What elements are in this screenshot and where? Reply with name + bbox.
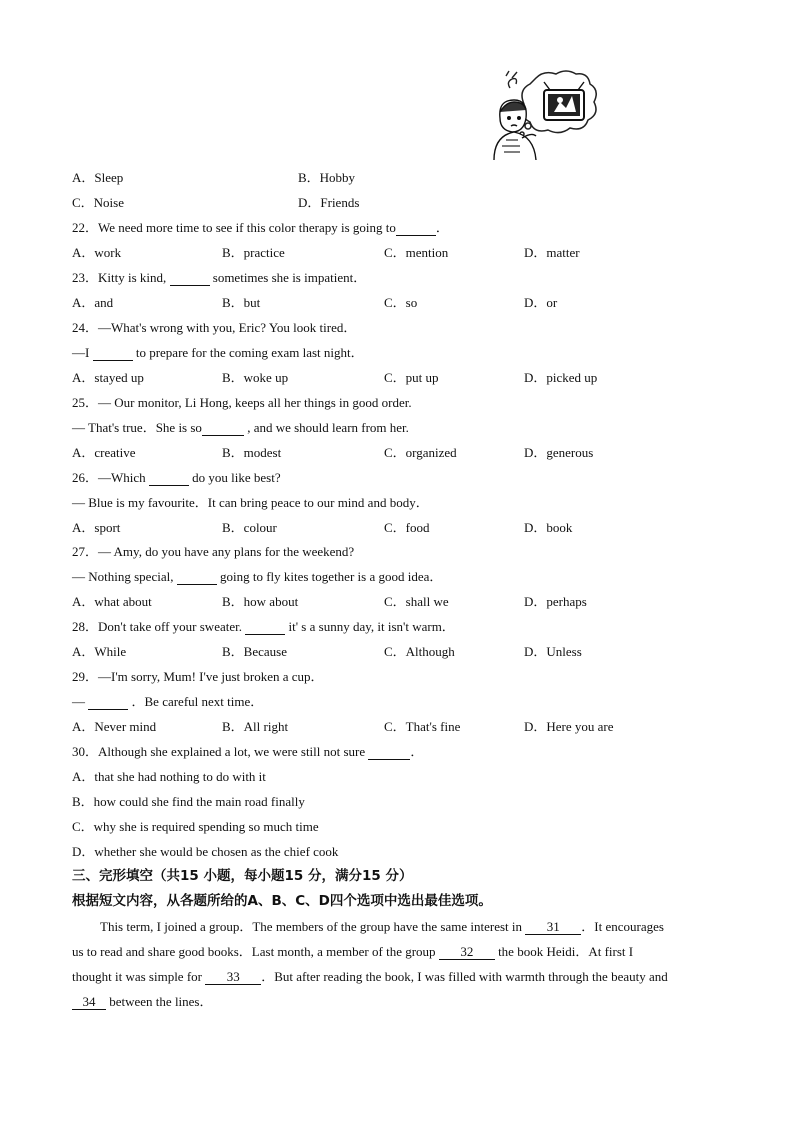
question-26-stem: 26．—Which do you like best? [72, 470, 281, 485]
q29-option-c[interactable]: C．That's fine [384, 719, 461, 734]
q23-option-b[interactable]: B．but [222, 295, 261, 310]
q24-option-d[interactable]: D．picked up [524, 370, 598, 385]
q27-option-c[interactable]: C．shall we [384, 594, 449, 609]
q21-option-b[interactable]: B．Hobby [298, 170, 356, 185]
q24-option-b[interactable]: B．woke up [222, 370, 289, 385]
q28-option-c[interactable]: C．Although [384, 644, 455, 659]
cloze-blank-31[interactable]: 31 [525, 920, 581, 935]
q24-option-a[interactable]: A．stayed up [72, 370, 144, 385]
cloze-blank-32[interactable]: 32 [439, 945, 495, 960]
cloze-blank-34[interactable]: 34 [72, 995, 106, 1010]
q29-option-b[interactable]: B．All right [222, 719, 289, 734]
answer-blank [170, 271, 210, 286]
q23-option-d[interactable]: D．or [524, 295, 558, 310]
passage-line-2: us to read and share good books．Last month, a member of the group 32 the book Heidi．At first I [72, 944, 634, 959]
question-25-stem: 25．— Our monitor, Li Hong, keeps all her things in good order. [72, 395, 412, 410]
answer-blank [149, 471, 189, 486]
answer-blank [88, 695, 128, 710]
q29-option-a[interactable]: A．Never mind [72, 719, 157, 734]
question-30-stem: 30．Although she explained a lot, we were still not sure ． [72, 744, 424, 759]
q25-option-b[interactable]: B．modest [222, 445, 282, 460]
passage-line-1: This term, I joined a group．The members of the group have the same interest in 31 ．It encourages [100, 919, 664, 934]
q27-option-b[interactable]: B．how about [222, 594, 299, 609]
cartoon-illustration [488, 68, 606, 160]
question-29-stem: 29．—I'm sorry, Mum! I've just broken a cup． [72, 669, 324, 684]
q26-option-a[interactable]: A．sport [72, 520, 121, 535]
answer-blank [93, 346, 133, 361]
question-29-reply: — ．Be careful next time． [72, 694, 264, 709]
tv-screen-icon [544, 82, 584, 120]
cloze-blank-33[interactable]: 33 [205, 970, 261, 985]
question-27-stem: 27．— Amy, do you have any plans for the weekend? [72, 544, 355, 559]
q30-option-d[interactable]: D．whether she would be chosen as the chief cook [72, 844, 339, 859]
stress-marks-icon [506, 71, 517, 88]
answer-blank [202, 421, 244, 436]
question-28-stem: 28．Don't take off your sweater. it' s a sunny day, it isn't warm． [72, 619, 455, 634]
worried-person-icon [494, 100, 536, 160]
question-26-reply: — Blue is my favourite．It can bring peace to our mind and body． [72, 495, 429, 510]
q26-option-c[interactable]: C．food [384, 520, 430, 535]
passage-line-4: 34 between the lines． [72, 994, 213, 1010]
section-instruction: 根据短文内容，从各题所给的A、B、C、D四个选项中选出最佳选项。 [72, 893, 492, 909]
q28-option-b[interactable]: B．Because [222, 644, 287, 659]
q23-option-c[interactable]: C．so [384, 295, 418, 310]
q25-option-a[interactable]: A．creative [72, 445, 136, 460]
q22-option-c[interactable]: C．mention [384, 245, 449, 260]
q21-option-d[interactable]: D．Friends [298, 195, 360, 210]
q22-option-a[interactable]: A．work [72, 245, 122, 260]
answer-blank [368, 745, 410, 760]
q30-option-a[interactable]: A．that she had nothing to do with it [72, 769, 266, 784]
q25-option-d[interactable]: D．generous [524, 445, 594, 460]
passage-line-3: thought it was simple for 33 ．But after reading the book, I was filled with warmth through the beauty and [72, 969, 668, 984]
q27-option-d[interactable]: D．perhaps [524, 594, 587, 609]
q26-option-b[interactable]: B．colour [222, 520, 277, 535]
answer-blank [396, 221, 436, 236]
q28-option-a[interactable]: A．While [72, 644, 127, 659]
answer-blank [177, 570, 217, 585]
q21-option-a[interactable]: A．Sleep [72, 170, 124, 185]
question-22-stem: 22．We need more time to see if this color therapy is going to ． [72, 220, 449, 235]
q26-option-d[interactable]: D．book [524, 520, 573, 535]
question-23-stem: 23．Kitty is kind, sometimes she is impatient． [72, 270, 367, 285]
q28-option-d[interactable]: D．Unless [524, 644, 582, 659]
question-25-reply: — That's true．She is so , and we should learn from her. [72, 420, 409, 435]
answer-blank [245, 620, 285, 635]
q23-option-a[interactable]: A．and [72, 295, 114, 310]
q30-option-c[interactable]: C．why she is required spending so much time [72, 819, 319, 834]
q22-option-b[interactable]: B．practice [222, 245, 285, 260]
q25-option-c[interactable]: C．organized [384, 445, 457, 460]
question-24-stem: 24．—What's wrong with you, Eric? You look tired． [72, 320, 357, 335]
question-27-reply: — Nothing special, going to fly kites together is a good idea． [72, 569, 443, 584]
section-heading: 三、完形填空（共15 小题，每小题15 分，满分15 分） [72, 868, 413, 884]
q24-option-c[interactable]: C．put up [384, 370, 439, 385]
q29-option-d[interactable]: D．Here you are [524, 719, 614, 734]
q22-option-d[interactable]: D．matter [524, 245, 580, 260]
q21-option-c[interactable]: C．Noise [72, 195, 125, 210]
question-24-reply: —I to prepare for the coming exam last night． [72, 345, 364, 360]
q30-option-b[interactable]: B．how could she find the main road finally [72, 794, 305, 809]
q27-option-a[interactable]: A．what about [72, 594, 152, 609]
